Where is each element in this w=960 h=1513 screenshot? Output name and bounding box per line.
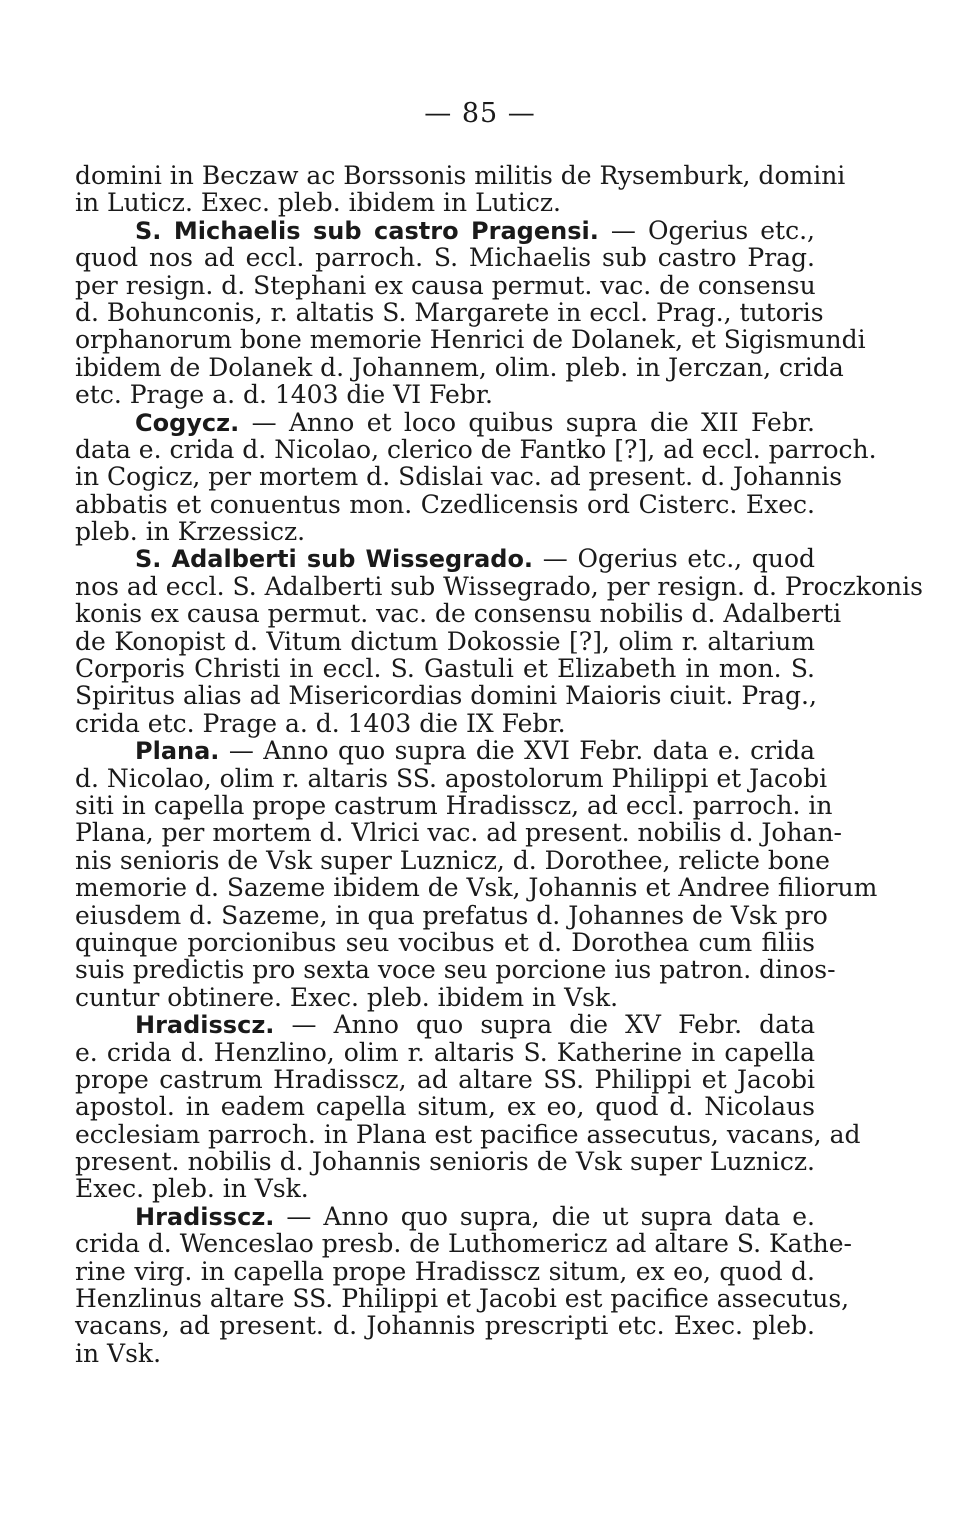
line-text: ibidem de Dolanek d. Johannem, olim. pleb. in Jerczan, crida — [75, 352, 844, 382]
text-line — [75, 518, 815, 545]
text-line — [75, 900, 828, 930]
line-text: orphanorum bone memorie Henrici de Dolanek, et Sigismundi — [75, 325, 866, 355]
line-text: Exec. pleb. in Vsk. — [75, 1174, 309, 1204]
text-line — [75, 1039, 815, 1066]
line-text: memorie d. Sazeme ibidem de Vsk, Johannis et Andree filiorum — [75, 873, 878, 903]
line-text: in Vsk. — [75, 1338, 162, 1368]
text-line — [75, 272, 815, 299]
text-line — [75, 571, 923, 601]
text-line — [75, 1148, 815, 1175]
text-line — [75, 434, 877, 464]
entry-heading: Hradisscz. — [135, 1202, 275, 1231]
text-line — [75, 462, 843, 492]
page-number: — 85 — — [424, 98, 536, 129]
text-line — [75, 1340, 815, 1367]
text-line — [75, 352, 844, 382]
text-line — [75, 297, 824, 327]
text-line — [75, 790, 833, 820]
text-line — [75, 189, 815, 216]
text-line — [75, 381, 815, 408]
entry-heading-line — [75, 737, 815, 764]
text-line — [75, 710, 815, 737]
line-text: Plana, per mortem d. Vlrici vac. ad present. nobilis d. Johan- — [75, 818, 842, 848]
entry-heading-line — [75, 545, 815, 572]
line-text: vacans, ad present. d. Johannis prescripti etc. Exec. pleb. — [75, 1311, 815, 1341]
line-text: d. Nicolao, olim r. altaris SS. apostolorum Philippi et Jacobi — [75, 763, 828, 793]
line-text: — Anno quo supra die XV Febr. data — [274, 1010, 815, 1040]
line-text: — Anno quo supra, die ut supra data e. — [274, 1201, 815, 1231]
line-text: — Anno et loco quibus supra die XII Febr. — [239, 407, 815, 437]
line-text: rine virg. in capella prope Hradisscz situm, ex eo, quod d. — [75, 1256, 815, 1286]
text-line — [75, 161, 846, 190]
text-line — [75, 929, 815, 956]
text-line — [75, 1312, 815, 1339]
text-line — [75, 1119, 861, 1149]
line-text: konis ex causa permut. vac. de consensu nobilis d. Adalberti — [75, 599, 842, 629]
line-text: — Ogerius etc., quod — [533, 544, 816, 574]
line-text: Corporis Christi in eccl. S. Gastuli et Elizabeth in mon. S. — [75, 654, 815, 684]
text-line — [75, 955, 836, 985]
text-line — [75, 845, 830, 875]
text-line — [75, 763, 828, 793]
line-text: ecclesiam parroch. in Plana est pacifice assecutus, vacans, ad — [75, 1119, 861, 1149]
line-text: quinque porcionibus seu vocibus et d. Dorothea cum filiis — [75, 927, 815, 957]
line-text: de Konopist d. Vitum dictum Dokossie [?], olim r. altarium — [75, 626, 815, 656]
text-line — [75, 1284, 850, 1314]
text-line — [75, 244, 815, 271]
text-line — [75, 984, 815, 1011]
entry-heading: Plana. — [135, 737, 220, 766]
line-text: cuntur obtinere. Exec. pleb. ibidem in Vsk. — [75, 982, 619, 1012]
text-line — [75, 818, 842, 848]
line-text: abbatis et conuentus mon. Czedlicensis ord Cisterc. Exec. — [75, 489, 815, 519]
line-text: Spiritus alias ad Misericordias domini Maioris ciuit. Prag., — [75, 681, 817, 711]
line-text: apostol. in eadem capella situm, ex eo, quod d. Nicolaus — [75, 1092, 815, 1122]
line-text: crida d. Wenceslao presb. de Luthomericz ad altare S. Kathe- — [75, 1229, 852, 1259]
entry-heading-line — [75, 409, 815, 436]
line-text: — Ogerius etc., — [598, 215, 815, 245]
text-line — [75, 1229, 852, 1259]
text-line — [75, 628, 815, 655]
entry-heading: Cogycz. — [135, 408, 240, 437]
line-text: pleb. in Krzessicz. — [75, 517, 306, 547]
text-line — [75, 491, 815, 518]
line-text: crida etc. Prage a. d. 1403 die IX Febr. — [75, 708, 566, 738]
text-line — [75, 1175, 815, 1202]
line-text: in Luticz. Exec. pleb. ibidem in Luticz. — [75, 188, 561, 218]
line-text: d. Bohunconis, r. altatis S. Margarete in eccl. Prag., tutoris — [75, 297, 824, 327]
line-text: nos ad eccl. S. Adalberti sub Wissegrado, per resign. d. Proczkonis — [75, 571, 923, 601]
entry-heading: S. Michaelis sub castro Pragensi. — [135, 216, 599, 245]
line-text: eiusdem d. Sazeme, in qua prefatus d. Johannes de Vsk pro — [75, 900, 828, 930]
line-text: prope castrum Hradisscz, ad altare SS. Philippi et Jacobi — [75, 1064, 815, 1094]
line-text: data e. crida d. Nicolao, clerico de Fantko [?], ad eccl. parroch. — [75, 434, 877, 464]
line-text: Henzlinus altare SS. Philippi et Jacobi est pacifice assecutus, — [75, 1284, 850, 1314]
text-line — [75, 1066, 815, 1093]
text-line — [75, 1258, 815, 1285]
line-text: — Anno quo supra die XVI Febr. data e. crida — [219, 736, 815, 766]
line-text: etc. Prage a. d. 1403 die VI Febr. — [75, 380, 493, 410]
text-line — [75, 1093, 815, 1120]
text-line — [75, 325, 866, 355]
line-text: e. crida d. Henzlino, olim r. altaris S. Katherine in capella — [75, 1037, 815, 1067]
line-text: quod nos ad eccl. parroch. S. Michaelis sub castro Prag. — [75, 243, 815, 273]
line-text: present. nobilis d. Johannis senioris de Vsk super Luznicz. — [75, 1147, 815, 1177]
entry-heading-line — [75, 1011, 815, 1038]
entry-heading-line — [75, 217, 815, 244]
text-line — [75, 655, 815, 682]
text-line — [75, 599, 842, 629]
line-text: domini in Beczaw ac Borssonis militis de Rysemburk, domini — [75, 161, 846, 190]
line-text: per resign. d. Stephani ex causa permut. vac. de consensu — [75, 270, 816, 300]
document-body — [75, 161, 923, 1368]
entry-heading: S. Adalberti sub Wissegrado. — [135, 545, 534, 574]
line-text: nis senioris de Vsk super Luznicz, d. Dorothee, relicte bone — [75, 845, 830, 875]
text-line — [75, 682, 815, 709]
text-line — [75, 873, 878, 903]
line-text: siti in capella prope castrum Hradissсz, ad eccl. parroch. in — [75, 790, 833, 820]
line-text: suis predictis pro sexta voce seu porcione ius patron. dinos- — [75, 955, 836, 985]
entry-heading-line — [75, 1203, 815, 1230]
line-text: in Cogicz, per mortem d. Sdislai vac. ad present. d. Johannis — [75, 462, 843, 492]
entry-heading: Hradisscz. — [135, 1011, 275, 1040]
